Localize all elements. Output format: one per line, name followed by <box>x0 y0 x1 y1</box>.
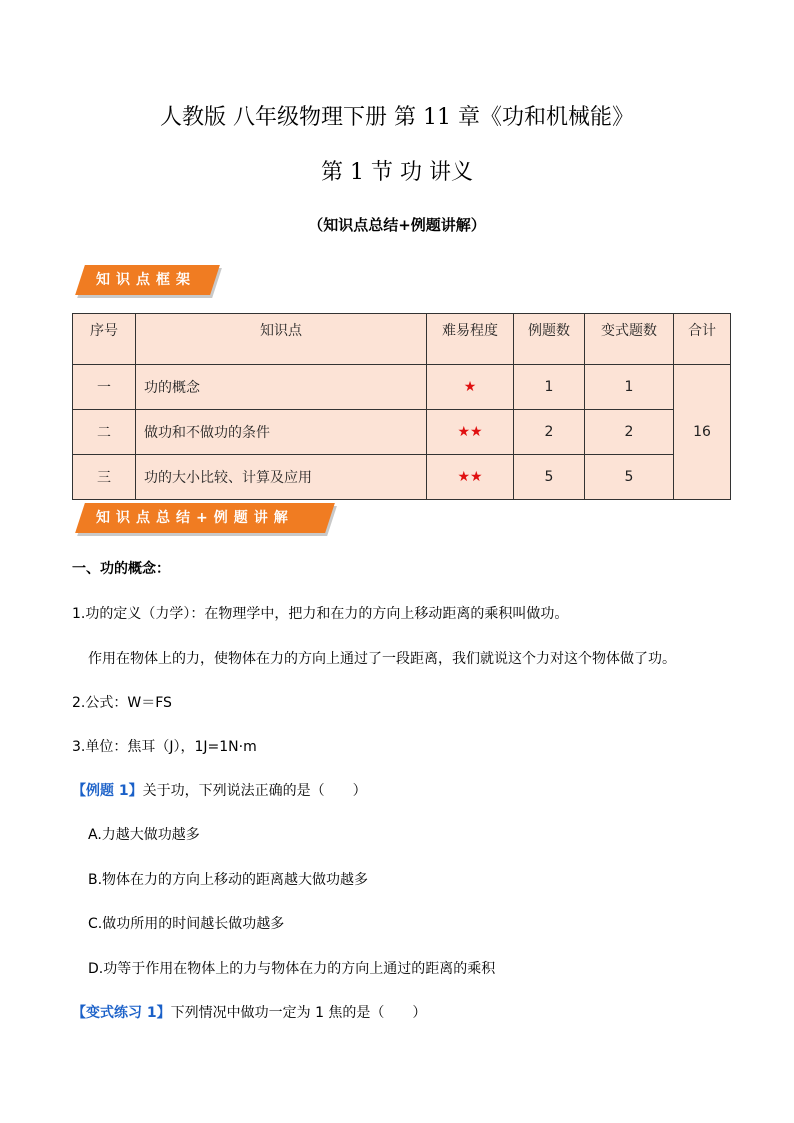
row-topic: 做功和不做功的条件 <box>136 410 427 455</box>
table-header: 合计 <box>674 314 731 365</box>
knowledge-table <box>72 313 731 500</box>
section-heading: 一、功的概念： <box>72 561 170 577</box>
example-1-text: 关于功，下列说法正确的是（ ） <box>142 783 367 799</box>
table-row <box>73 365 731 410</box>
summary-banner <box>75 503 335 533</box>
row-number: 三 <box>73 455 136 500</box>
row-topic: 功的概念 <box>136 365 427 410</box>
example-1-option-a: A.力越大做功越多 <box>88 827 200 843</box>
variant-1-text: 下列情况中做功一定为 1 焦的是（ ） <box>170 1005 427 1021</box>
work-unit: 3.单位：焦耳（J），1J=1N·m <box>72 739 257 755</box>
table-row <box>73 410 731 455</box>
work-definition-explain: 作用在物体上的力，使物体在力的方向上通过了一段距离，我们就说这个力对这个物体做了功。 <box>88 651 676 667</box>
row-difficulty: ★★ <box>427 410 514 455</box>
example-1-option-b: B.物体在力的方向上移动的距离越大做功越多 <box>88 872 369 888</box>
table-header: 难易程度 <box>427 314 514 365</box>
doc-title-line2: 第 1 节 功 讲义 <box>321 160 473 185</box>
row-variants: 2 <box>585 410 674 455</box>
example-1-option-d: D.功等于作用在物体上的力与物体在力的方向上通过的距离的乘积 <box>88 961 496 977</box>
example-1-question <box>72 780 367 800</box>
row-examples: 1 <box>514 365 585 410</box>
row-examples: 2 <box>514 410 585 455</box>
table-header: 变式题数 <box>585 314 674 365</box>
example-1-option-c: C.做功所用的时间越长做功越多 <box>88 916 285 932</box>
row-number: 一 <box>73 365 136 410</box>
work-formula: 2.公式：W＝FS <box>72 695 172 711</box>
variant-1-tag: 【变式练习 1】 <box>72 1005 171 1021</box>
table-header: 例题数 <box>514 314 585 365</box>
framework-banner <box>75 265 220 295</box>
table-total: 16 <box>674 365 731 500</box>
row-variants: 5 <box>585 455 674 500</box>
row-difficulty: ★ <box>427 365 514 410</box>
row-difficulty: ★★ <box>427 455 514 500</box>
doc-subtitle: （知识点总结+例题讲解） <box>308 216 486 234</box>
summary-banner-label: 知识点总结+例题讲解 <box>96 510 294 526</box>
variant-1-question <box>72 1002 426 1022</box>
row-variants: 1 <box>585 365 674 410</box>
table-header: 序号 <box>73 314 136 365</box>
row-examples: 5 <box>514 455 585 500</box>
work-definition: 1.功的定义（力学）：在物理学中，把力和在力的方向上移动距离的乘积叫做功。 <box>72 606 569 622</box>
row-number: 二 <box>73 410 136 455</box>
doc-title-line1: 人教版 八年级物理下册 第 11 章《功和机械能》 <box>160 105 634 130</box>
table-header: 知识点 <box>136 314 427 365</box>
row-topic: 功的大小比较、计算及应用 <box>136 455 427 500</box>
table-row <box>73 455 731 500</box>
example-1-tag: 【例题 1】 <box>72 783 143 799</box>
table-header-row <box>73 314 731 365</box>
framework-banner-label: 知识点框架 <box>96 272 196 288</box>
